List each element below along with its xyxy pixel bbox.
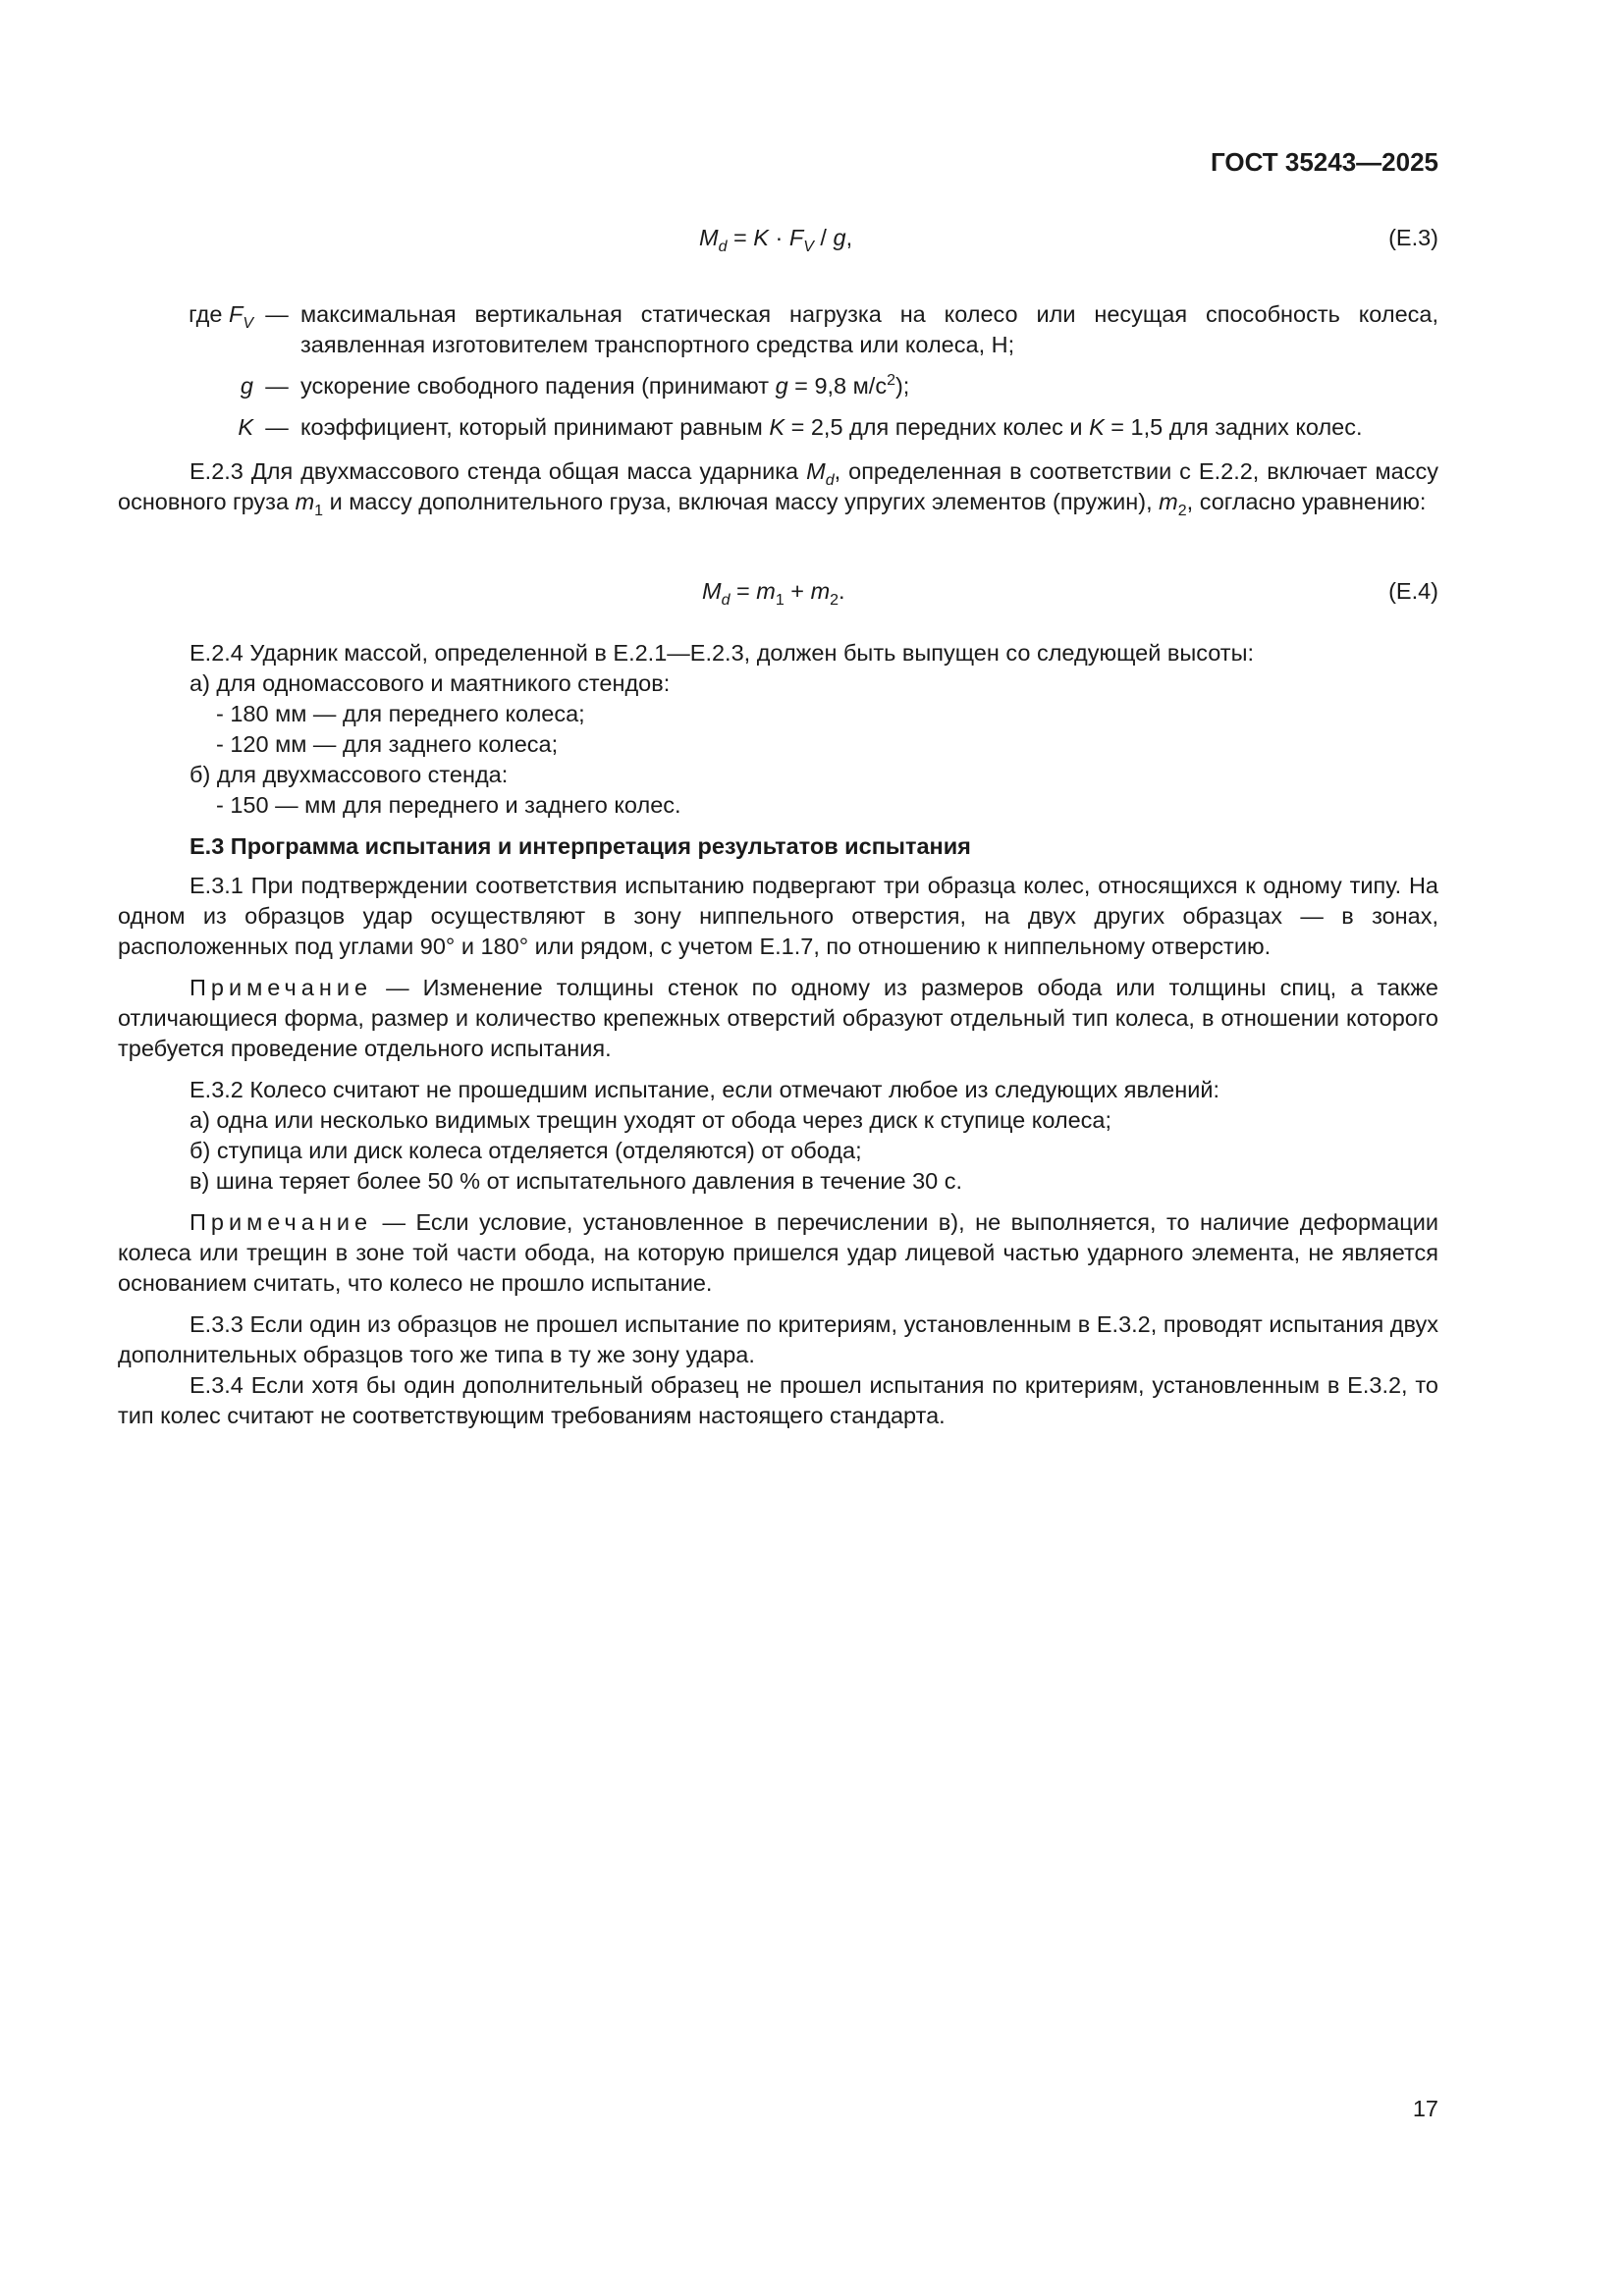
definition-k: K — коэффициент, который принимают равным K = 2,5 для передних колес и K = 1,5 для задних колес. — [118, 412, 1438, 443]
paragraph-e33: Е.3.3 Если один из образцов не прошел испытание по критериям, установленным в Е.3.2, проводят испытания двух дополнительных образцов того же типа в ту же зону удара. — [118, 1311, 1438, 1367]
definition-fv: где $F_V$ — максимальная вертикальная статическая нагрузка на колесо или несущая способность колеса, заявленная изготовителем транспортного средства или колеса, Н; — [118, 299, 1438, 360]
definition-symbol: K — [238, 414, 253, 440]
list-item: - 180 мм — для переднего колеса; — [216, 701, 585, 726]
definition-text: коэффициент, который принимают равным K = 2,5 для передних колес и K = 1,5 для задних колес. — [300, 414, 1363, 440]
list-item: - 120 мм — для заднего колеса; — [216, 731, 559, 757]
list-item: б) для двухмассового стенда: — [189, 762, 509, 787]
paragraph-e31: Е.3.1 При подтверждении соответствия испытанию подвергают три образца колес, относящихся к одному типу. На одном из образцов удар осуществляют в зону ниппельного отверстия, на двух других образцах — в зонах, расположенных под углами 90° и 180° или рядом, с учетом Е.1.7, по отношению к ниппельному отверстию. — [118, 873, 1438, 959]
paragraph-e34: Е.3.4 Если хотя бы один дополнительный образец не прошел испытания по критериям, установленным в Е.3.2, то тип колес считают не соответствующим требованиям настоящего стандарта. — [118, 1372, 1438, 1428]
formula-e3-expression: $M_d = K \cdot F_V / g$, — [699, 225, 853, 255]
list-item: - 150 — мм для переднего и заднего колес. — [216, 792, 681, 818]
paragraph-e32: Е.3.2 Колесо считают не прошедшим испытание, если отмечают любое из следующих явлений: — [189, 1077, 1219, 1102]
definition-symbol: где $F_V$ — [189, 301, 253, 332]
note-label: Примечание — [189, 1209, 373, 1235]
formula-e4-expression: $M_d = m_1 + m_2$. — [702, 578, 845, 609]
formula-e3 — [118, 223, 1438, 253]
note-1: Примечание — Изменение толщины стенок по одному из размеров обода или толщины спиц, а также отличающиеся форма, размер и количество крепежных отверстий образуют отдельный тип колеса, в отношении которого требуется проведение отдельного испытания. — [118, 975, 1438, 1061]
note-label: Примечание — [189, 975, 373, 1000]
note-2: Примечание — Если условие, установленное в перечислении в), не выполняется, то наличие деформации колеса или трещин в зоне той части обода, на которую пришелся удар лицевой частью ударного элемента, не является основанием считать, что колесо не прошло испытание. — [118, 1209, 1438, 1296]
definition-text: ускорение свободного падения (принимают g = 9,8 $м/с^2$); — [300, 372, 910, 399]
paragraph-e24: Е.2.4 Ударник массой, определенной в Е.2.1—Е.2.3, должен быть выпущен со следующей высоты: — [189, 640, 1254, 666]
definitions-list — [118, 299, 1438, 454]
definition-g: g — ускорение свободного падения (принимают g = 9,8 $м/с^2$); — [118, 371, 1438, 401]
document-page — [118, 0, 1438, 2296]
section-title-e3: Е.3 Программа испытания и интерпретация результатов испытания — [189, 833, 971, 859]
definition-symbol: g — [240, 373, 253, 399]
list-item: б) ступица или диск колеса отделяется (отделяются) от обода; — [189, 1138, 862, 1163]
document-body-continued — [118, 638, 1438, 1431]
formula-e4 — [118, 576, 1438, 607]
document-body — [118, 456, 1438, 517]
definition-text: максимальная вертикальная статическая нагрузка на колесо или несущая способность колеса, заявленная изготовителем транспортного средства или колеса, Н; — [300, 301, 1438, 357]
paragraph-e23: Е.2.3 Для двухмассового стенда общая масса ударника $M_d$, определенная в соответствии с Е.2.2, включает массу основного груза $m_1$ и массу дополнительного груза, включая массу упругих элементов (пружин), $m_2$, согласно уравнению: — [118, 458, 1438, 519]
page-number: 17 — [1412, 2096, 1438, 2121]
list-item: а) для одномассового и маятникого стендов: — [189, 670, 671, 696]
formula-e4-number: (Е.4) — [1388, 578, 1438, 604]
list-item: а) одна или несколько видимых трещин уходят от обода через диск к ступице колеса; — [189, 1107, 1112, 1133]
list-item: в) шина теряет более 50 % от испытательного давления в течение 30 с. — [189, 1168, 963, 1194]
standard-header: ГОСТ 35243—2025 — [1211, 147, 1438, 177]
formula-e3-number: (Е.3) — [1388, 225, 1438, 250]
